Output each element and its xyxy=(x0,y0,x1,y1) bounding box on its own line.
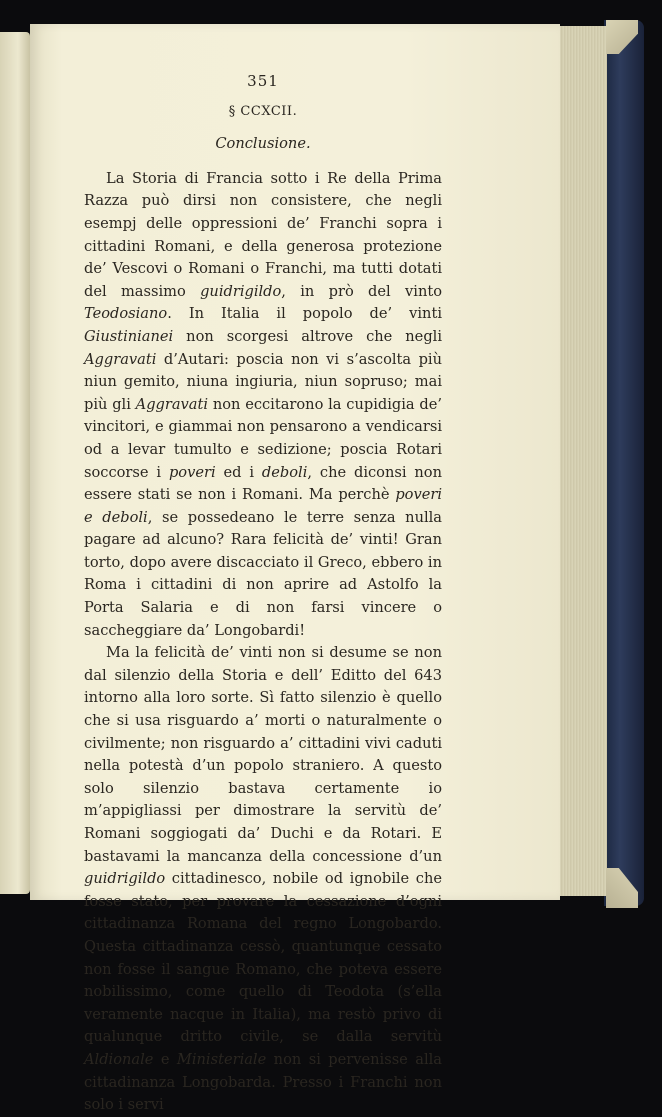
text-run: Ma la felicità de’ vinti non si desume se non dal silenzio della Storia e dell’ Editto del 643 intorno alla loro sorte. Sì fatto silenzio è quello che si usa risguardo a’ morti o naturalmente o civilmente; non risguardo a’ cittadini vivi caduti nella potestà d’un popolo straniero. A questo solo silenzio bastava certamente io m’appigliassi per dimostrare la servitù de’ Romani soggiogati da’ Duchi e da Rotari. E bastavami la mancanza della concessione d’un xyxy=(84,644,442,865)
section-title: Conclusione. xyxy=(215,135,311,153)
italic-term: guidrigildo xyxy=(200,282,282,300)
body-text xyxy=(84,168,442,1117)
text-run: . In Italia il popolo de’ vinti xyxy=(167,305,442,323)
text-run: , in prò del vinto xyxy=(281,282,442,300)
page-text xyxy=(84,70,442,1117)
text-run: La Storia di Francia sotto i Re della Prima Razza può dirsi non consistere, che negli esempj delle oppressioni de’ Franchi sopra i cittadini Romani, e della generosa protezione de’ Vescovi o Romani o Franchi, ma tutti dotati del massimo xyxy=(84,169,442,300)
section-number: § CCXCII. xyxy=(228,103,298,119)
italic-term: Ministeriale xyxy=(176,1050,267,1068)
italic-term: Aggravati xyxy=(84,350,157,368)
paragraph xyxy=(84,642,442,1116)
italic-term: Teodosiano xyxy=(84,305,168,323)
italic-term: Aggravati xyxy=(135,395,209,413)
italic-term: guidrigildo xyxy=(84,870,166,888)
italic-term: Aldionale xyxy=(84,1050,154,1068)
page-number: 351 xyxy=(247,72,279,90)
italic-term: poveri e deboli xyxy=(84,486,442,526)
text-run: non si pervenisse alla cittadinanza Longobarda. Presso i Franchi non solo i servi xyxy=(84,1050,442,1114)
text-run: non scorgesi altrove che negli xyxy=(173,327,442,345)
text-run: , che diconsi non essere stati se non i Romani. Ma perchè xyxy=(84,463,442,504)
italic-term: deboli xyxy=(261,463,308,481)
book-cover xyxy=(604,20,644,906)
facing-page-edge xyxy=(0,32,30,894)
italic-term: Giustinianei xyxy=(84,327,174,345)
text-run: ed i xyxy=(215,463,262,481)
text-run: , se possedeano le terre senza nulla pagare ad alcuno? Rara felicità de’ vinti! Gran torto, dopo avere discacciato il Greco, ebbero in Roma i cittadini di non aprire ad Astolfo la Porta Salaria e di non farsi vincere o saccheggiare da’ Longobardi! xyxy=(84,508,442,639)
text-run: cittadinesco, nobile od ignobile che fosse stato, per provare la cessazione d’ogni cittadinanza Romana del regno Longobardo. Questa cittadinanza cessò, quantunque cessato non fosse il sangue Romano, che poteva essere nobilissimo, come quello di Teodota (s’ella veramente nacque in Italia), ma restò privo di qualunque dritto civile, se dalla servitù xyxy=(84,870,442,1046)
paragraph xyxy=(84,168,442,642)
text-run: e xyxy=(153,1050,177,1068)
italic-term: poveri xyxy=(168,463,216,481)
text-run: non eccitarono la cupidigia de’ vincitori, e giammai non pensarono a vendicarsi od a levar tumulto e sedizione; poscia Rotari soccorse i xyxy=(84,395,442,481)
text-run: d’Autari: poscia non vi s’ascolta più niun gemito, niuna ingiuria, niun sopruso; mai più gli xyxy=(84,350,442,413)
